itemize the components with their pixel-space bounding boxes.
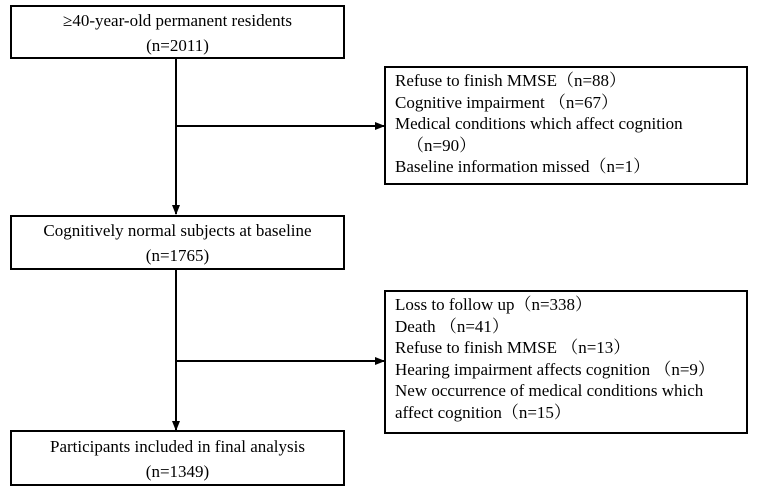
start-population-box (10, 5, 345, 59)
baseline-cohort-count: (n=1765) (145, 246, 210, 265)
baseline-cohort-box (10, 215, 345, 270)
exclusion-item: （n=90） (407, 135, 477, 155)
exclusion-item: Loss to follow up（n=338） (395, 295, 593, 314)
exclusion-item: Death （n=41） (395, 316, 509, 336)
exclusion-item: Hearing impairment affects cognition （n=9） (395, 359, 715, 379)
exclusion-box-followup (384, 290, 748, 434)
exclusion-item: New occurrence of medical conditions which (395, 381, 704, 400)
final-analysis-box (10, 430, 345, 486)
start-population-count: (n=2011) (146, 36, 209, 55)
start-population-label: ≥40-year-old permanent residents (63, 11, 292, 30)
exclusion-item: Refuse to finish MMSE （n=13） (395, 338, 631, 357)
baseline-cohort-label: Cognitively normal subjects at baseline (43, 221, 312, 240)
final-analysis-count: (n=1349) (145, 462, 210, 481)
exclusion-item: Refuse to finish MMSE（n=88） (395, 71, 627, 90)
exclusion-item: Medical conditions which affect cognition (395, 114, 683, 133)
final-analysis-label: Participants included in final analysis (50, 437, 305, 456)
exclusion-item: Cognitive impairment （n=67） (395, 92, 619, 112)
exclusion-item: Baseline information missed（n=1） (395, 157, 651, 176)
exclusion-item: affect cognition（n=15） (395, 402, 571, 422)
exclusion-box-baseline (384, 66, 748, 185)
